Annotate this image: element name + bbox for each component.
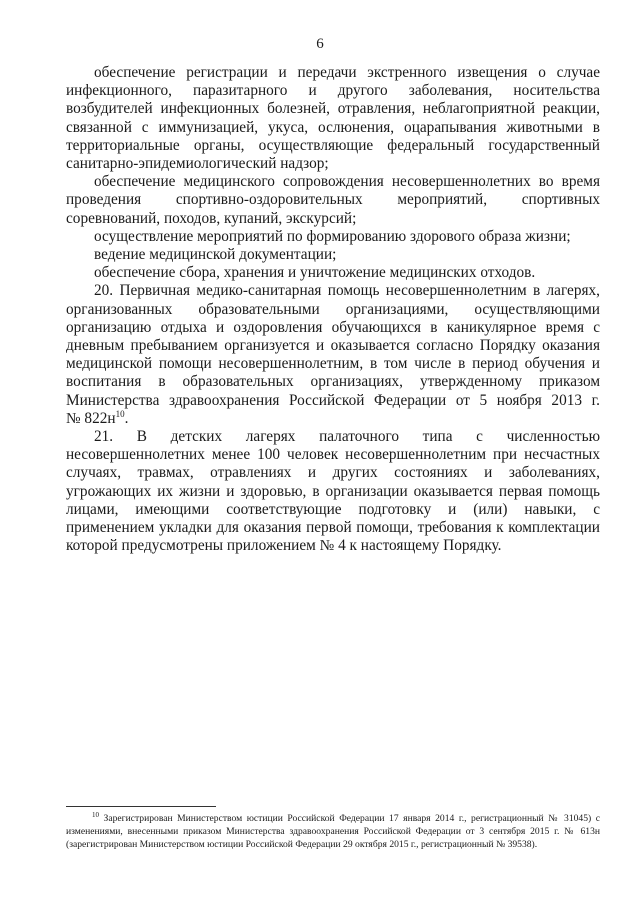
paragraph-20-end: .: [124, 409, 129, 427]
order-number-wrap: [66, 410, 128, 427]
page-number: 6: [316, 36, 324, 52]
footnote-number: 10: [92, 811, 99, 819]
order-number: № 822н: [66, 409, 116, 427]
paragraph-escort: обеспечение медицинского сопровождения несовершеннолетних во время проведения спортивно-оздоровительных мероприятий, спортивных соревнований, походов, купаний, экскурсий;: [66, 173, 600, 227]
paragraph-documentation: ведение медицинской документации;: [94, 246, 337, 264]
paragraph-waste: обеспечение сбора, хранения и уничтожение медицинских отходов.: [94, 264, 536, 282]
footnote-divider: [66, 806, 216, 807]
paragraph-20: [66, 282, 600, 428]
footnote-reference: 10: [115, 408, 125, 419]
paragraph-21: 21. В детских лагерях палаточного типа с численностью несовершеннолетних менее 100 человек несовершеннолетним при несчастных случаях, травмах, отравлениях и других состояниях и заболеваниях, угрожающих их жизни и здоровью, в организации оказывается первая помощь лицами, имеющими соответствующие подготовку и (или) навыки, с применением укладки для оказания первой помощи, требования к комплектации которой предусмотрены приложением № 4 к настоящему Порядку.: [66, 428, 600, 555]
paragraph-healthy-lifestyle: осуществление мероприятий по формированию здорового образа жизни;: [94, 227, 571, 245]
paragraph-20-text: 20. Первичная медико-санитарная помощь несовершеннолетним в лагерях, организованных образовательными организациями, осуществляющими организацию отдыха и оздоровления обучающихся в каникулярное время с дневным пребыванием организуется и оказывается согласно Порядку оказания медицинской помощи несовершеннолетним, в том числе в период обучения и воспитания в образовательных организациях, утвержденному приказом Министерства здравоохранения Российской Федерации от 5 ноября 2013 г.: [66, 282, 600, 409]
footnote: [66, 812, 600, 851]
footnote-text: Зарегистрирован Министерством юстиции Российской Федерации 17 января 2014 г., регистрационный № 31045) с изменениями, внесенными приказом Министерства здравоохранения Российской Федерации от 3 сентября 2015 г. № 613н (зарегистрирован Министерством юстиции Российской Федерации 29 октября 2015 г., регистрационный № 39538).: [66, 813, 600, 850]
paragraph-notification: обеспечение регистрации и передачи экстренного извещения о случае инфекционного, паразитарного и другого заболевания, носительства возбудителей инфекционных болезней, отравления, неблагоприятной реакции, связанной с иммунизацией, укуса, ослюнения, оцарапывания животными в территориальные органы, осуществляющие федеральный государственный санитарно-эпидемиологический надзор;: [66, 64, 600, 173]
document-body: [66, 64, 600, 555]
